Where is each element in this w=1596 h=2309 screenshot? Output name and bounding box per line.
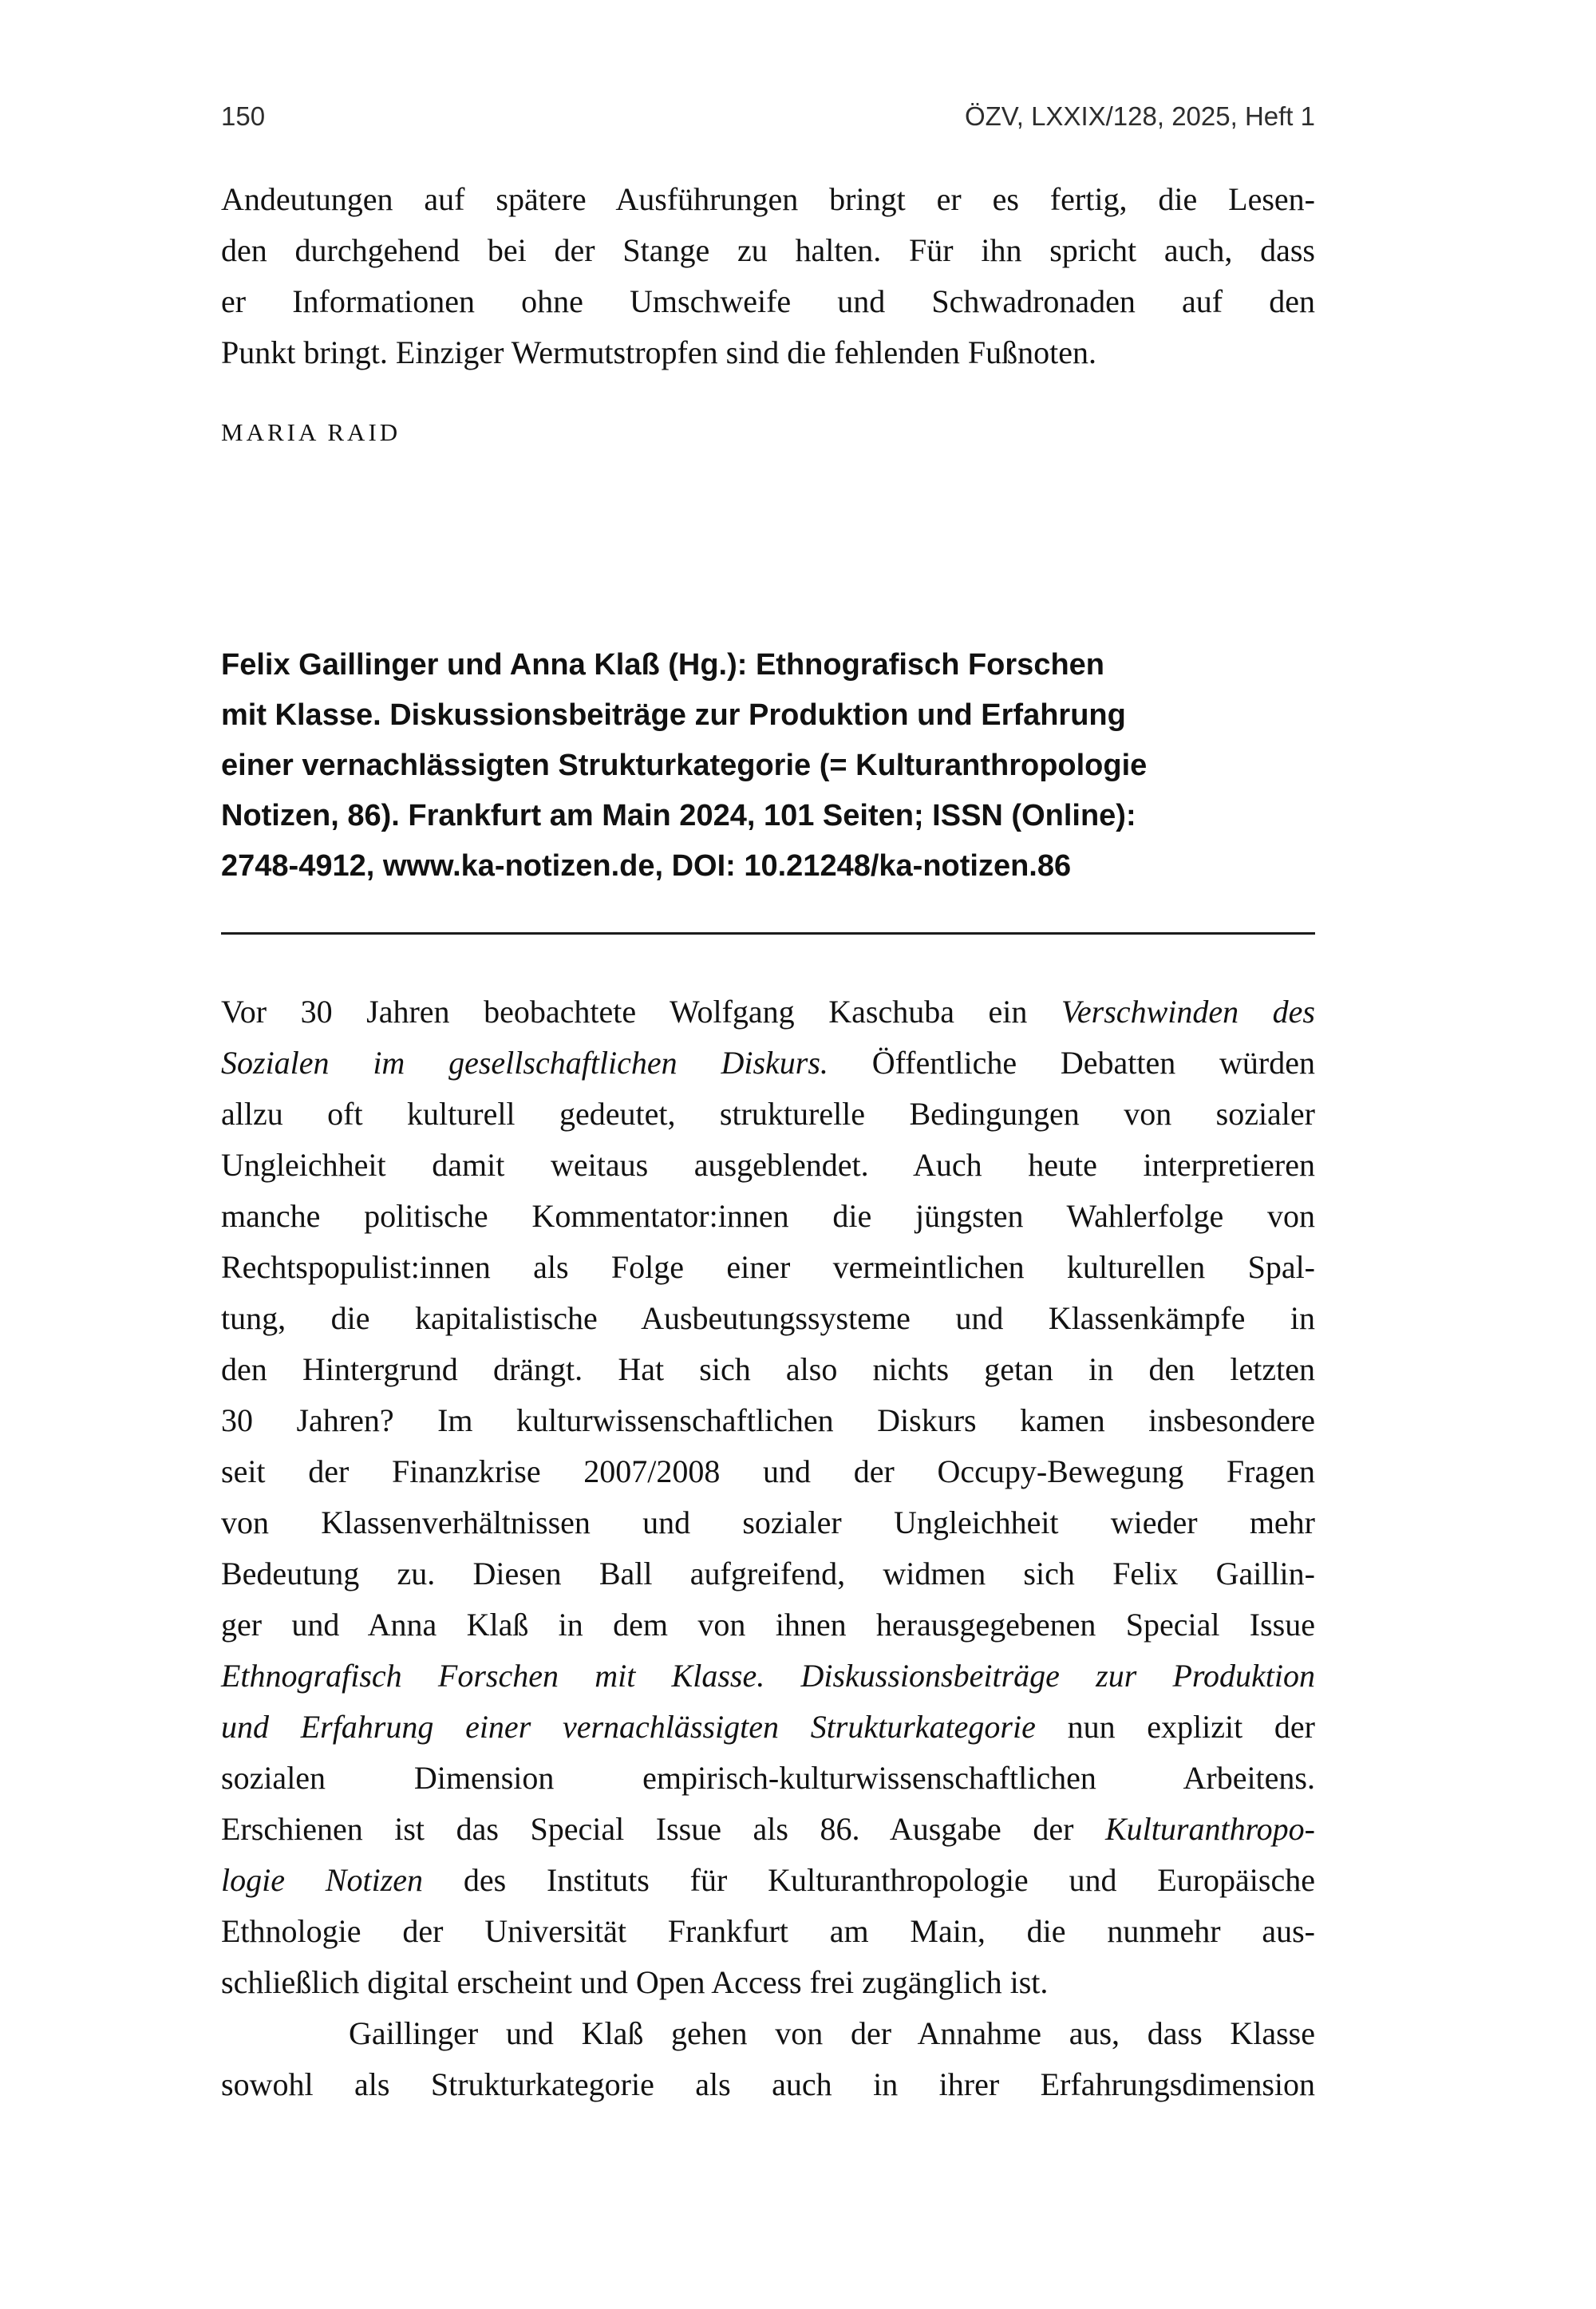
text-line xyxy=(221,231,1315,283)
text-segment: einer vernachlässigten Strukturkategorie (= Kulturanthropologie xyxy=(221,749,1148,782)
text-segment: er Informationen ohne Umschweife und Schwadronaden auf den xyxy=(221,283,1315,319)
text-line xyxy=(221,1912,1315,1963)
text-segment: nun explizit der xyxy=(1035,1709,1315,1745)
text-segment: Andeutungen auf spätere Ausführungen bringt er es fertig, die Lesen- xyxy=(221,181,1315,217)
text-segment: Ethnologie der Universität Frankfurt am Main, die nunmehr aus- xyxy=(221,1913,1315,1949)
text-segment: Gaillinger und Klaß gehen von der Annahme aus, dass Klasse xyxy=(349,2015,1315,2051)
text-segment: ger und Anna Klaß in dem von ihnen herausgegebenen Special Issue xyxy=(221,1607,1315,1643)
text-segment: Öffentliche Debatten würden xyxy=(828,1045,1315,1081)
text-line xyxy=(221,1146,1315,1197)
text-segment: Ungleichheit damit weitaus ausgeblendet. Auch heute interpretieren xyxy=(221,1147,1315,1183)
text-line xyxy=(221,993,1315,1044)
text-line xyxy=(221,1504,1315,1555)
text-segment: mit Klasse. Diskussionsbeiträge zur Produktion und Erfahrung xyxy=(221,698,1126,732)
book-citation-heading xyxy=(221,648,1315,899)
text-line xyxy=(221,1197,1315,1248)
text-segment: Bedeutung zu. Diesen Ball aufgreifend, widmen sich Felix Gaillin- xyxy=(221,1556,1315,1591)
text-line xyxy=(221,749,1315,799)
previous-review-closing-paragraph xyxy=(221,180,1315,385)
text-line xyxy=(221,1861,1315,1912)
text-segment: Erschienen ist das Special Issue als 86. Ausgabe der xyxy=(221,1811,1105,1847)
text-line xyxy=(221,1299,1315,1350)
page-number: 150 xyxy=(221,101,266,131)
text-line xyxy=(221,1095,1315,1146)
text-line xyxy=(221,799,1315,849)
text-segment: sowohl als Strukturkategorie als auch in ihrer Erfahrungsdimension xyxy=(221,2066,1315,2102)
text-line xyxy=(221,180,1315,231)
text-line xyxy=(221,1248,1315,1299)
text-segment: sozialen Dimension empirisch-kulturwissenschaftlichen Arbeitens. xyxy=(221,1760,1315,1796)
text-segment: den Hintergrund drängt. Hat sich also nichts getan in den letzten xyxy=(221,1351,1315,1387)
text-segment: manche politische Kommentator:innen die jüngsten Wahlerfolge von xyxy=(221,1198,1315,1234)
text-line xyxy=(221,2066,1315,2117)
text-segment: Felix Gaillinger und Anna Klaß (Hg.): Ethnografisch Forschen xyxy=(221,648,1105,682)
italic-text-segment: und Erfahrung einer vernachlässigten Strukturkategorie xyxy=(221,1709,1036,1745)
section-divider xyxy=(221,932,1315,935)
text-segment: Rechtspopulist:innen als Folge einer vermeintlichen kulturellen Spal- xyxy=(221,1249,1315,1285)
text-segment: 30 Jahren? Im kulturwissenschaftlichen Diskurs kamen insbesondere xyxy=(221,1402,1315,1438)
italic-text-segment: logie Notizen xyxy=(221,1862,424,1898)
text-segment: Notizen, 86). Frankfurt am Main 2024, 101 Seiten; ISSN (Online): xyxy=(221,799,1136,832)
text-segment: 2748-4912, www.ka-notizen.de, DOI: 10.21248/ka-notizen.86 xyxy=(221,849,1072,883)
text-segment: schließlich digital erscheint und Open Access frei zugänglich ist. xyxy=(221,1964,1049,2000)
review-body-text xyxy=(221,993,1315,2117)
text-line xyxy=(221,1044,1315,1095)
text-line xyxy=(221,1810,1315,1861)
journal-reference: ÖZV, LXXIX/128, 2025, Heft 1 xyxy=(964,101,1315,131)
text-segment: tung, die kapitalistische Ausbeutungssysteme und Klassenkämpfe in xyxy=(221,1300,1315,1336)
text-line xyxy=(221,1606,1315,1657)
text-line xyxy=(221,283,1315,334)
text-segment: allzu oft kulturell gedeutet, strukturelle Bedingungen von sozialer xyxy=(221,1096,1315,1132)
running-header xyxy=(221,101,1315,132)
text-segment: des Instituts für Kulturanthropologie und Europäische xyxy=(423,1862,1315,1898)
text-line xyxy=(221,1402,1315,1453)
italic-text-segment: Sozialen im gesellschaftlichen Diskurs. xyxy=(221,1045,828,1081)
text-line xyxy=(221,1657,1315,1708)
text-line xyxy=(221,334,1315,385)
text-line xyxy=(221,849,1315,899)
text-line xyxy=(221,2014,1315,2066)
text-line xyxy=(221,1350,1315,1402)
text-segment: von Klassenverhältnissen und sozialer Ungleichheit wieder mehr xyxy=(221,1504,1315,1540)
text-segment: Vor 30 Jahren beobachtete Wolfgang Kaschuba ein xyxy=(221,994,1061,1030)
italic-text-segment: Kulturanthropo- xyxy=(1105,1811,1315,1847)
text-segment: seit der Finanzkrise 2007/2008 und der Occupy-Bewegung Fragen xyxy=(221,1453,1315,1489)
text-line xyxy=(221,1453,1315,1504)
text-segment: den durchgehend bei der Stange zu halten. Für ihn spricht auch, dass xyxy=(221,232,1315,268)
italic-text-segment: Verschwinden des xyxy=(1061,994,1315,1030)
italic-text-segment: Ethnografisch Forschen mit Klasse. Diskussionsbeiträge zur Produktion xyxy=(221,1658,1315,1694)
text-line xyxy=(221,1963,1315,2014)
text-line xyxy=(221,648,1315,698)
reviewer-name: MARIA RAID xyxy=(221,418,401,446)
text-segment: Punkt bringt. Einziger Wermutstropfen sind die fehlenden Fußnoten. xyxy=(221,334,1096,370)
text-line xyxy=(221,1555,1315,1606)
text-line xyxy=(221,1708,1315,1759)
text-line xyxy=(221,1759,1315,1810)
text-line xyxy=(221,698,1315,749)
